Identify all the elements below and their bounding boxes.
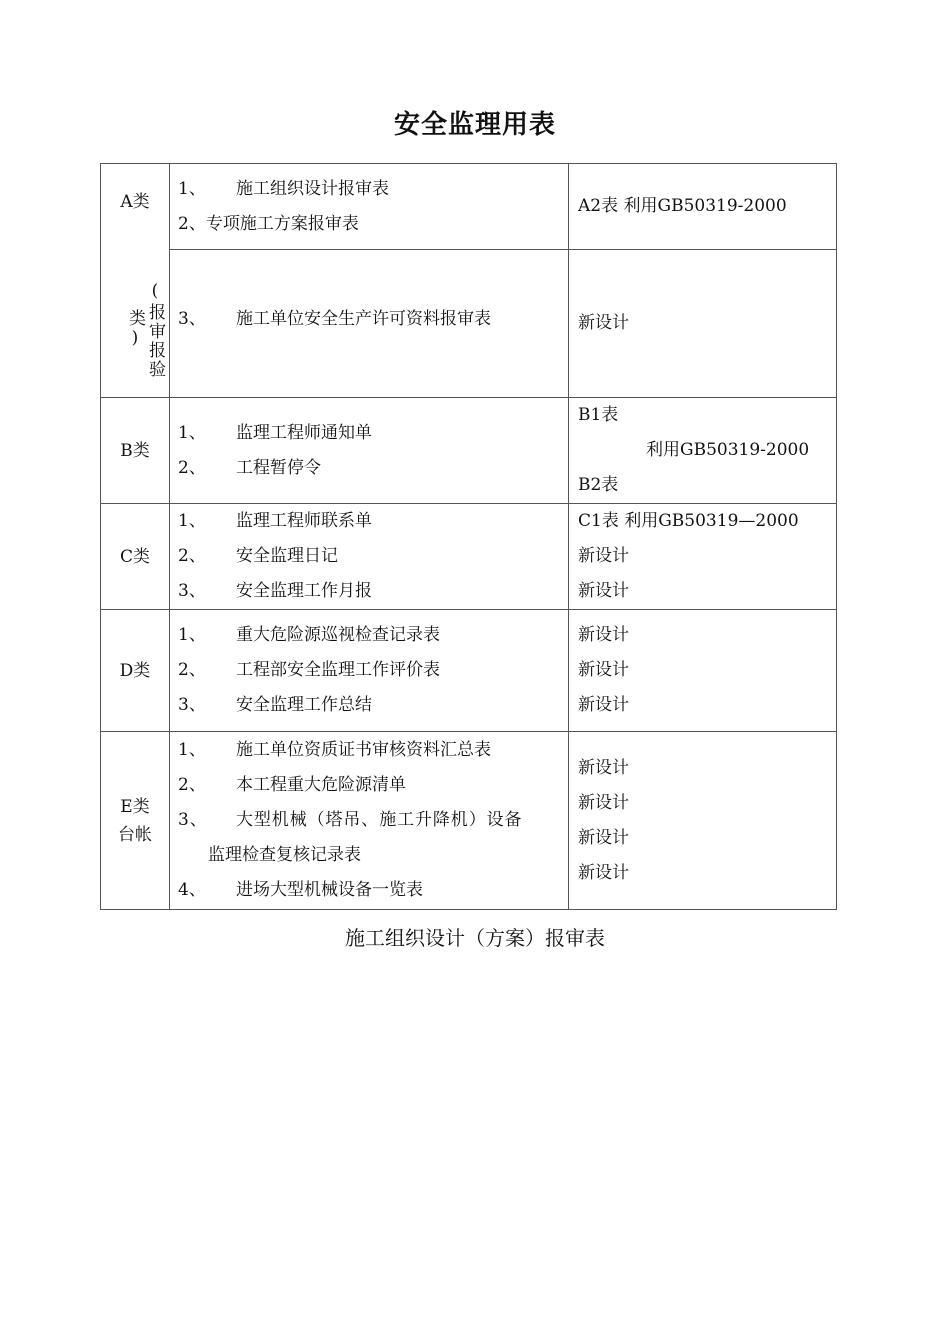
next-form-title: 施工组织设计（方案）报审表 bbox=[345, 926, 605, 950]
category-e-label-2: 台帐 bbox=[118, 824, 152, 845]
list-item: 3、 大型机械（塔吊、施工升降机）设备 bbox=[178, 810, 523, 830]
list-item: 2、 安全监理日记 bbox=[178, 546, 338, 566]
table-row-a1 bbox=[101, 164, 837, 250]
page-title: 安全监理用表 bbox=[393, 110, 556, 140]
category-d-notes: 新设计 新设计 新设计 bbox=[569, 610, 837, 732]
list-item: 1、 施工单位资质证书审核资料汇总表 bbox=[178, 740, 491, 760]
list-item: 1、 重大危险源巡视检查记录表 bbox=[178, 625, 440, 645]
list-item: 1、 监理工程师联系单 bbox=[178, 511, 372, 531]
category-c-notes: C1表 利用GB50319—2000 新设计 新设计 bbox=[569, 504, 837, 610]
category-c-cell bbox=[101, 504, 170, 610]
category-a-items-2 bbox=[170, 250, 569, 398]
table-row-a2 bbox=[101, 250, 837, 398]
category-e-label: E类 bbox=[120, 796, 150, 817]
category-c-items bbox=[170, 504, 569, 610]
category-b-items bbox=[170, 398, 569, 504]
list-item: 3、 安全监理工作月报 bbox=[178, 581, 372, 601]
list-item-continuation: 监理检查复核记录表 bbox=[208, 845, 361, 865]
table-row-d bbox=[101, 610, 837, 732]
category-b-cell bbox=[101, 398, 170, 504]
category-a-note-2: 新设计 bbox=[569, 250, 837, 398]
category-b-label: B类 bbox=[120, 440, 150, 461]
list-item: 4、 进场大型机械设备一览表 bbox=[178, 880, 423, 900]
category-c-label: C类 bbox=[119, 546, 150, 567]
category-e-items bbox=[170, 732, 569, 910]
category-d-items bbox=[170, 610, 569, 732]
list-item: 2、专项施工方案报审表 bbox=[178, 213, 359, 234]
list-item: 1、 监理工程师通知单 bbox=[178, 422, 372, 443]
category-a-items bbox=[170, 164, 569, 250]
category-a-sublabel: (报审报验类) bbox=[125, 280, 165, 379]
list-item: 3、 安全监理工作总结 bbox=[178, 695, 372, 715]
category-a-label: A类 bbox=[120, 192, 150, 212]
category-e-notes: 新设计 新设计 新设计 新设计 bbox=[569, 732, 837, 910]
category-d-cell bbox=[101, 610, 170, 732]
category-d-label: D类 bbox=[119, 660, 151, 681]
list-item: 1、 施工组织设计报审表 bbox=[178, 178, 389, 199]
table-row-b bbox=[101, 398, 837, 504]
list-item: 2、 工程暂停令 bbox=[178, 457, 321, 478]
list-item: 3、 施工单位安全生产许可资料报审表 bbox=[178, 309, 491, 330]
list-item: 2、 工程部安全监理工作评价表 bbox=[178, 660, 440, 680]
category-a-cell bbox=[101, 164, 170, 398]
category-b-notes: B1表 利用GB50319-2000 B2表 bbox=[569, 398, 837, 504]
category-a-note-1: A2表 利用GB50319-2000 bbox=[569, 164, 837, 250]
form-table bbox=[100, 163, 837, 910]
category-e-cell bbox=[101, 732, 170, 910]
table-row-c bbox=[101, 504, 837, 610]
list-item: 2、 本工程重大危险源清单 bbox=[178, 775, 406, 795]
table-row-e bbox=[101, 732, 837, 910]
